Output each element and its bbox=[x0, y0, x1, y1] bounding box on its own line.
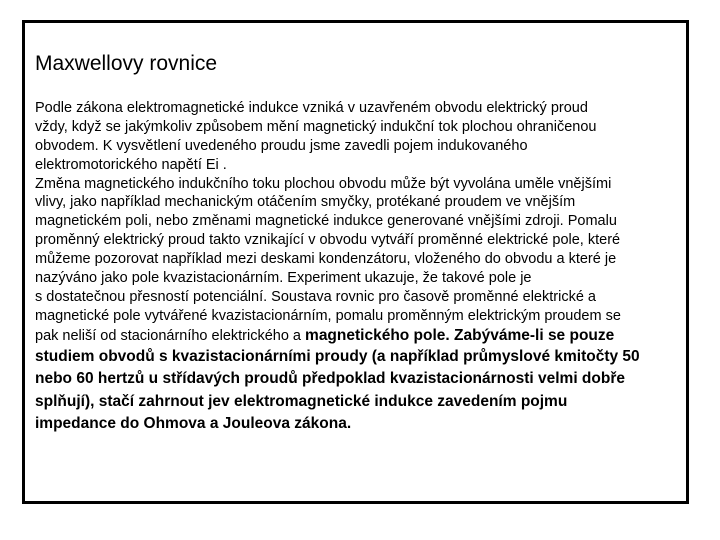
text-line: vlivy, jako například mechanickým otáčením smyčky, protékané proudem ve vnějším bbox=[35, 194, 576, 211]
slide-title: Maxwellovy rovnice bbox=[35, 52, 218, 75]
text-line-mixed bbox=[35, 326, 685, 347]
text-line: Podle zákona elektromagnetické indukce vzniká v uzavřeném obvodu elektrický proud bbox=[35, 100, 588, 116]
text-line: můžeme pozorovat například mezi deskami kondenzátoru, vloženého do obvodu a které je bbox=[35, 251, 617, 268]
text-line-emphasized: splňují), stačí zahrnout jev elektromagnetické indukce zavedením pojmu bbox=[35, 392, 568, 410]
text-line: proměnný elektrický proud takto vznikající v obvodu vytváří proměnné elektrické pole, které bbox=[35, 232, 621, 249]
text-plain-part: pak neliší od stacionárního elektrického a bbox=[35, 327, 306, 344]
text-line: magnetické pole vytvářené kvazistacionárním, pomalu proměnným elektrickým proudem se bbox=[35, 307, 621, 324]
text-line: nazýváno jako pole kvazistacionárním. Experiment ukazuje, že takové pole je bbox=[35, 270, 532, 287]
text-emphasized-part: magnetického pole. Zabýváme-li se pouze bbox=[305, 326, 615, 344]
text-line-emphasized: studiem obvodů s kvazistacionárními proudy (a například průmyslové kmitočty 50 bbox=[35, 348, 640, 366]
text-line: magnetickém poli, nebo změnami magnetické indukce generované vnějšími zdroji. Pomalu bbox=[35, 213, 617, 230]
text-line: Změna magnetického indukčního toku plochou obvodu může být vyvolána uměle vnějšími bbox=[35, 175, 612, 192]
text-line: obvodem. K vysvětlení uvedeného proudu jsme zavedli pojem indukovaného bbox=[35, 137, 528, 154]
text-line-emphasized: impedance do Ohmova a Jouleova zákona. bbox=[35, 415, 352, 433]
slide-frame bbox=[22, 20, 689, 504]
text-line-emphasized: nebo 60 hertzů u střídavých proudů předpoklad kvazistacionárnosti velmi dobře bbox=[35, 370, 625, 388]
text-line: vždy, když se jakýmkoliv způsobem mění magnetický indukční tok plochou ohraničenou bbox=[35, 118, 597, 135]
text-line: elektromotorického napětí Ei . bbox=[35, 156, 227, 173]
text-line: s dostatečnou přesností potenciální. Soustava rovnic pro časově proměnné elektrické a bbox=[35, 288, 596, 305]
body-text bbox=[35, 99, 685, 435]
